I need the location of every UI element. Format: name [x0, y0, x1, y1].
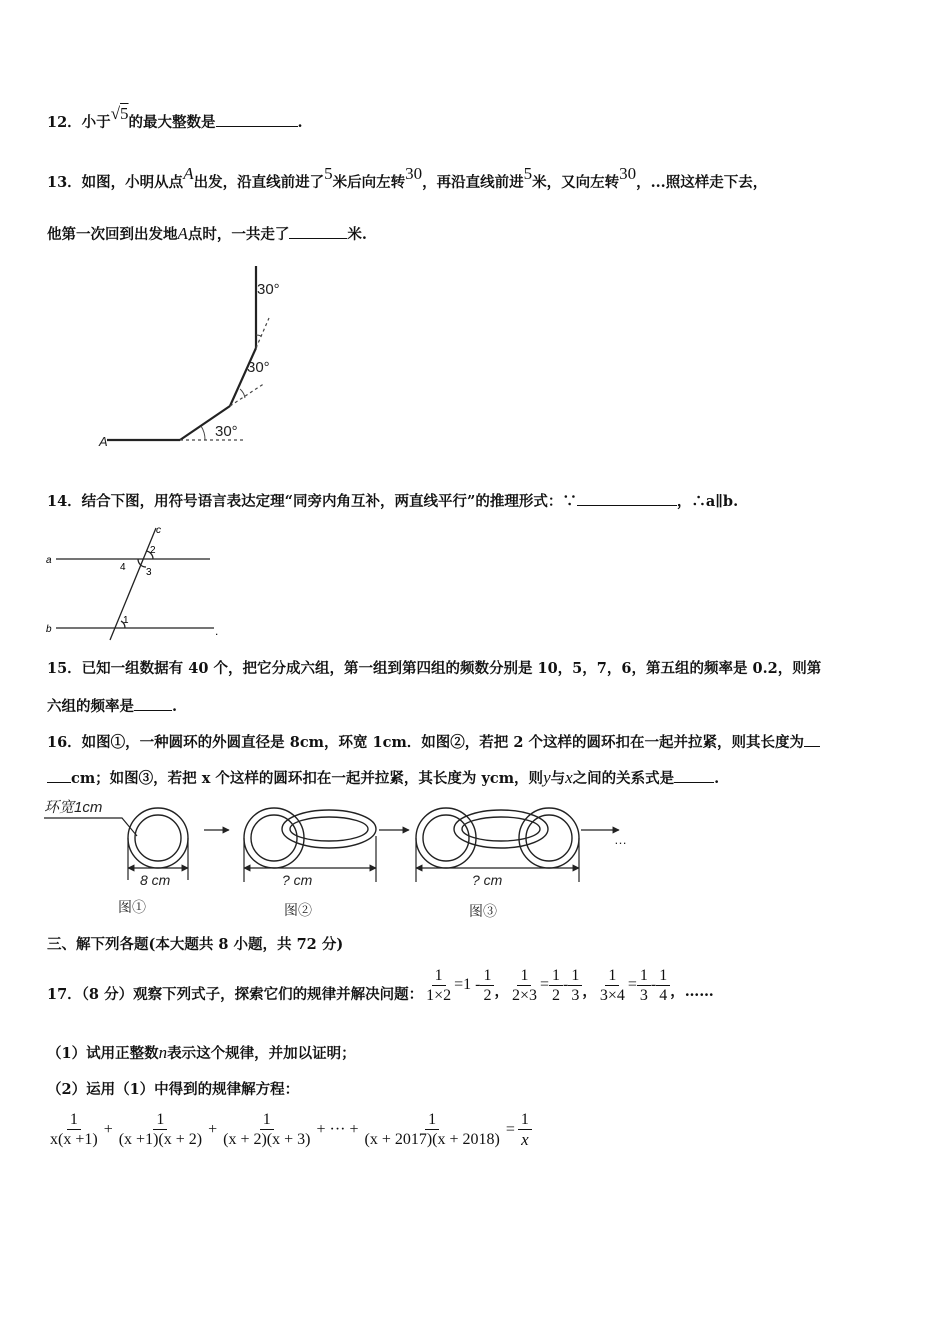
fraction: $\frac{1}{4}$	[656, 966, 670, 1005]
question-12: 12．小于√5的最大整数是 .	[47, 104, 303, 131]
question-17-line: 17．（8 分）观察下列式子，探索它们的规律并解决问题： $\frac{1}{1\times 2}$ =1 - $\frac{1}{2}$ ， $\frac{1}{2\times 3}$ = $\frac{1}{2}$ - $\frac{1}{3}$ ， $\frac{1}{3\times 4}$ = $\frac{1}{3}$ - $\frac{1}{4}$ ，……	[47, 966, 714, 1004]
parallel-lines-figure	[42, 522, 227, 642]
dimension-label: ? cm	[282, 872, 313, 888]
svg-text:4: 4	[120, 562, 126, 573]
fraction: $\frac{1}{1\times 2}$	[426, 966, 452, 1004]
fraction: $\frac{1}{3}$	[637, 966, 651, 1005]
svg-text:2: 2	[150, 545, 156, 556]
ellipsis: …	[614, 832, 627, 847]
figure-caption: 图①	[118, 899, 146, 915]
start-point-label: A	[99, 434, 108, 449]
answer-blank-14[interactable]	[577, 491, 677, 506]
angle-label: 30°	[247, 359, 270, 376]
svg-text:a: a	[46, 555, 52, 566]
question-16-line-1: 16．如图①，一种圆环的外圆直径是 8cm，环宽 1cm．如图②，若把 2 个这样的圆环扣在一起并拉紧，则其长度为	[47, 732, 820, 753]
fraction: $\frac{1}{3\times 4}$	[599, 966, 625, 1004]
answer-blank-16b[interactable]	[674, 768, 714, 783]
fraction: $\frac{1}{(x + 2017)(x + 2018)}$	[364, 1111, 500, 1148]
fraction: $\frac{1}{x(x +1)}$	[50, 1111, 98, 1148]
question-14: 14．结合下图，用符号语言表达定理“同旁内角互补，两直线平行”的推理形式：∵ ，∴a∥b.	[47, 493, 739, 510]
question-16-line-2: cm；如图③，若把 x 个这样的圆环扣在一起并拉紧，其长度为 ycm，则y与x之间的关系式是 .	[47, 768, 719, 789]
svg-text:1: 1	[123, 615, 129, 626]
fraction: $\frac{1}{3}$	[568, 966, 582, 1005]
question-17-part-1: （1）试用正整数n表示这个规律，并加以证明；	[47, 1043, 356, 1062]
walking-path-figure	[95, 258, 295, 458]
answer-blank-13[interactable]	[289, 224, 347, 239]
ring-width-label: 环宽1cm	[44, 799, 103, 816]
equation: $\frac{1}{x(x +1)}$ + $\frac{1}{(x +1)(x + 2)}$ + $\frac{1}{(x + 2)(x + 3)}$ + ··· + $\frac{1}{(x + 2017)(x + 2018)}$ = $\frac{1}{x}$	[47, 1110, 532, 1149]
svg-text:3: 3	[146, 567, 152, 578]
fraction: $\frac{1}{2\times 3}$	[511, 966, 537, 1004]
answer-blank-15[interactable]	[134, 696, 172, 711]
fraction: $\frac{1}{(x +1)(x + 2)}$	[118, 1111, 203, 1148]
svg-text:b: b	[46, 624, 52, 635]
answer-blank-16a-cont[interactable]	[47, 768, 71, 783]
rings-figure	[44, 796, 644, 924]
sqrt-five: √5	[110, 104, 129, 123]
svg-text:c: c	[156, 525, 161, 536]
question-15-line-2: 六组的频率是 .	[47, 698, 178, 715]
dimension-label: 8 cm	[140, 872, 171, 888]
fraction: $\frac{1}{2}$	[480, 966, 494, 1005]
fraction: $\frac{1}{x}$	[518, 1110, 532, 1149]
question-17-part-2: （2）运用（1）中得到的规律解方程：	[47, 1081, 300, 1098]
figure-caption: 图②	[284, 902, 312, 918]
answer-blank-16a[interactable]	[804, 732, 820, 747]
svg-text:.: .	[215, 624, 219, 638]
angle-label: 30°	[257, 281, 280, 298]
angle-label: 30°	[215, 423, 238, 440]
figure-caption: 图③	[469, 903, 497, 919]
question-13-line-1: 13．如图，小明从点A出发，沿直线前进了5米后向左转30，再沿直线前进5米，又向左转30，...照这样走下去，	[47, 164, 768, 191]
fraction: $\frac{1}{2}$	[549, 966, 563, 1005]
question-13-line-2: 他第一次回到出发地A点时，一共走了 米.	[47, 224, 367, 243]
dimension-label: ? cm	[472, 872, 503, 888]
question-15-line-1: 15．已知一组数据有 40 个，把它分成六组，第一组到第四组的频数分别是 10，5，7，6，第五组的频率是 0.2，则第	[47, 660, 822, 677]
answer-blank-12[interactable]	[216, 112, 298, 127]
section-3-title: 三、解下列各题(本大题共 8 小题，共 72 分)	[47, 936, 344, 953]
fraction: $\frac{1}{(x + 2)(x + 3)}$	[223, 1111, 311, 1148]
